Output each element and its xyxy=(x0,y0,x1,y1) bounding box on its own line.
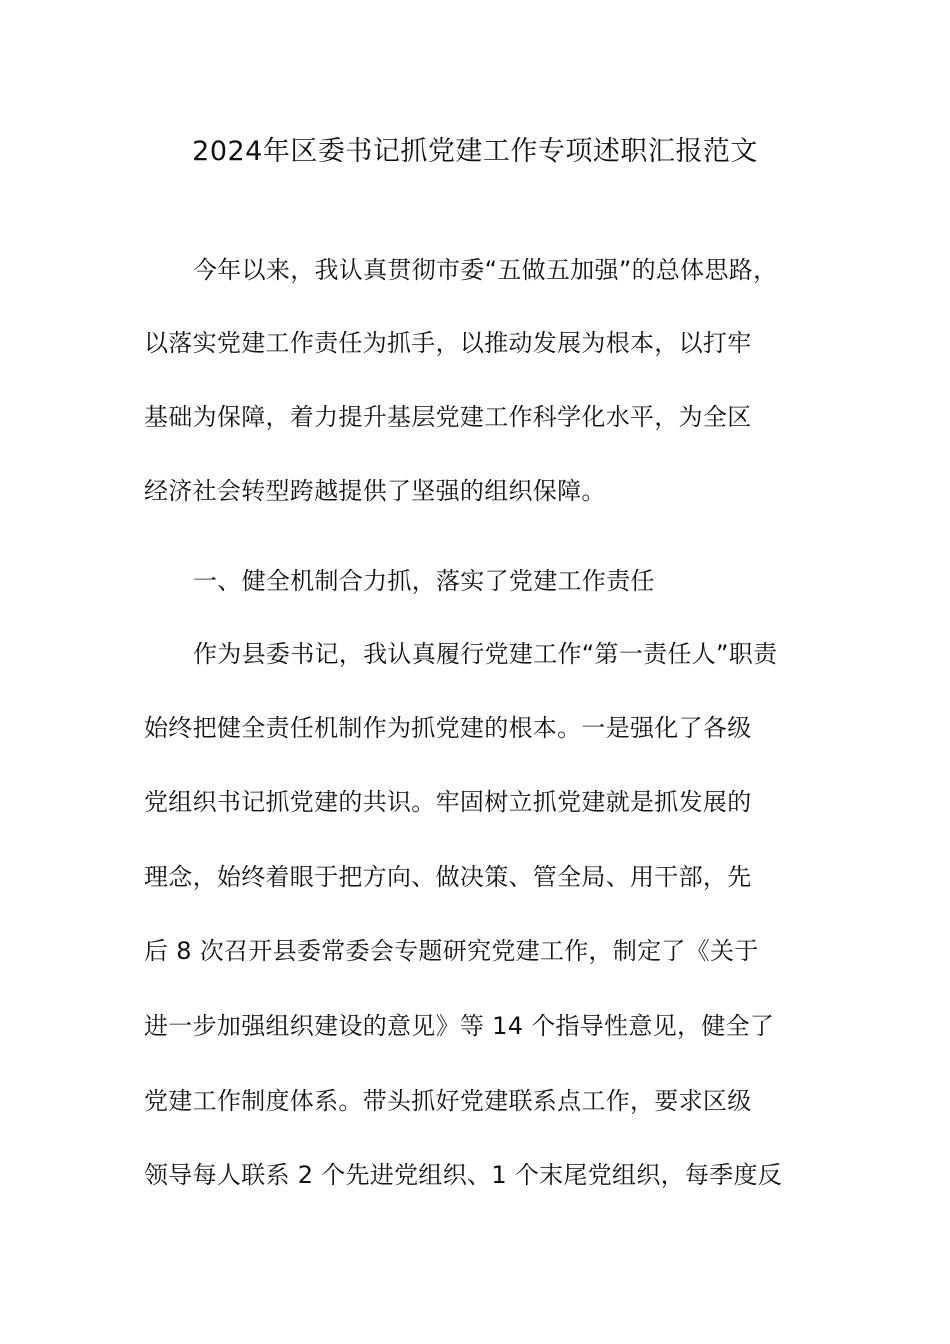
section-1-heading: 一、健全机制合力抓，落实了党建工作责任 xyxy=(193,567,655,595)
section-1-line-5: 后 8 次召开县委常委会专题研究党建工作，制定了《关于 xyxy=(144,937,759,965)
section-1-line-6: 进一步加强组织建设的意见》等 14 个指导性意见，健全了 xyxy=(144,1012,775,1040)
document-title: 2024年区委书记抓党建工作专项述职汇报范文 xyxy=(192,136,758,167)
section-1-line-3: 党组织书记抓党建的共识。牢固树立抓党建就是抓发展的 xyxy=(144,788,752,816)
section-1-line-8: 领导每人联系 2 个先进党组织、1 个末尾党组织，每季度反 xyxy=(144,1161,783,1189)
intro-line-3: 基础为保障，着力提升基层党建工作科学化水平，为全区 xyxy=(144,403,752,431)
section-1-line-4: 理念，始终着眼于把方向、做决策、管全局、用干部，先 xyxy=(144,863,752,891)
section-1-line-7: 党建工作制度体系。带头抓好党建联系点工作，要求区级 xyxy=(144,1087,752,1115)
section-1-line-2: 始终把健全责任机制作为抓党建的根本。一是强化了各级 xyxy=(144,714,752,742)
intro-line-1: 今年以来，我认真贯彻市委“五做五加强”的总体思路， xyxy=(193,256,778,284)
section-1-line-1: 作为县委书记，我认真履行党建工作“第一责任人”职责 xyxy=(193,640,778,668)
intro-line-2: 以落实党建工作责任为抓手，以推动发展为根本，以打牢 xyxy=(144,329,752,357)
intro-line-4: 经济社会转型跨越提供了坚强的组织保障。 xyxy=(144,477,606,505)
